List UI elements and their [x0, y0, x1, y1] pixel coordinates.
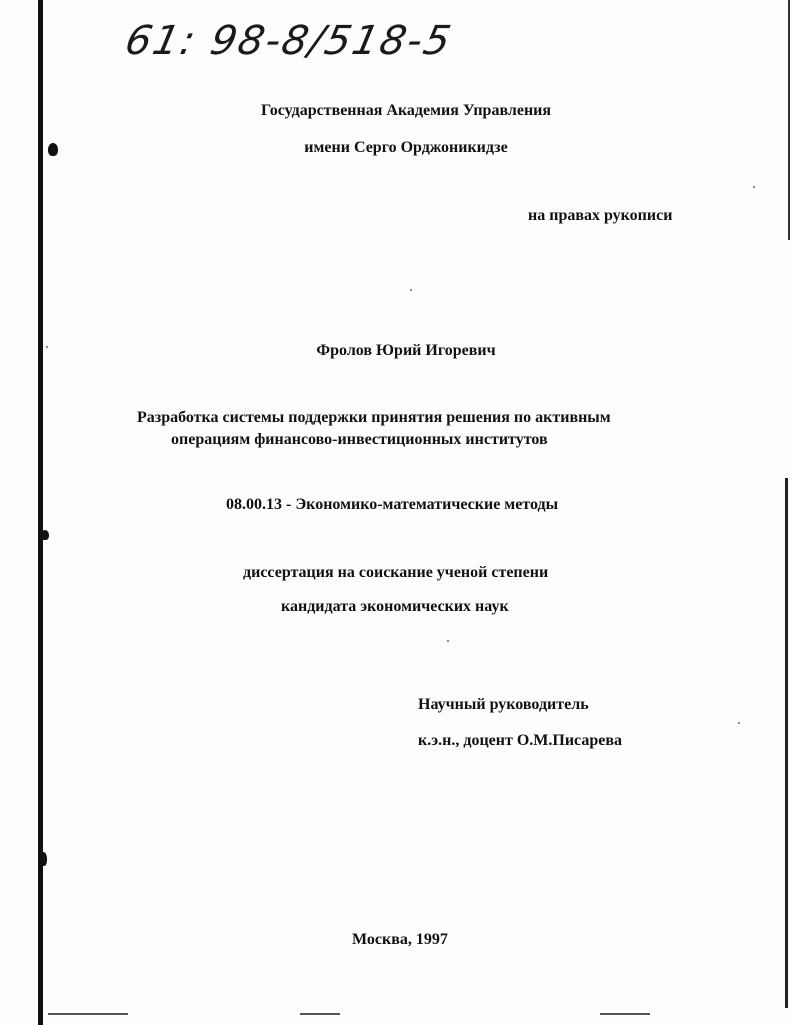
dissertation-title-line-1: Разработка системы поддержки принятия решения по активным [137, 409, 611, 426]
specialty-code: 08.00.13 - Экономико-математические методы [226, 496, 559, 513]
institution-name-dedication: имени Серго Орджоникидзе [304, 139, 508, 156]
degree-statement-line-1: диссертация на соискание ученой степени [243, 564, 549, 581]
author-name: Фролов Юрий Игоревич [316, 342, 496, 359]
advisor-role: Научный руководитель [418, 696, 589, 713]
punch-hole-mark-middle [41, 530, 49, 540]
institution-name: Государственная Академия Управления [260, 102, 552, 119]
scan-bottom-mark [600, 1013, 650, 1015]
degree-statement-line-2: кандидата экономических наук [281, 598, 509, 615]
city-year: Москва, 1997 [352, 931, 448, 948]
dissertation-title-line-2: операциям финансово-инвестиционных институтов [171, 431, 548, 448]
punch-hole-mark-bottom [40, 852, 47, 866]
handwritten-catalog-number: 61: 98-8/518-5 [121, 18, 457, 64]
scan-speck [753, 186, 755, 188]
scan-edge-right [785, 478, 788, 1008]
scan-speck [410, 289, 412, 291]
scan-speck [738, 722, 740, 724]
scan-bottom-mark [300, 1013, 340, 1015]
manuscript-rights-note: на правах рукописи [528, 207, 673, 224]
scan-bottom-mark [48, 1013, 128, 1015]
advisor-name: к.э.н., доцент О.М.Писарева [418, 732, 622, 749]
scan-speck [447, 640, 449, 642]
